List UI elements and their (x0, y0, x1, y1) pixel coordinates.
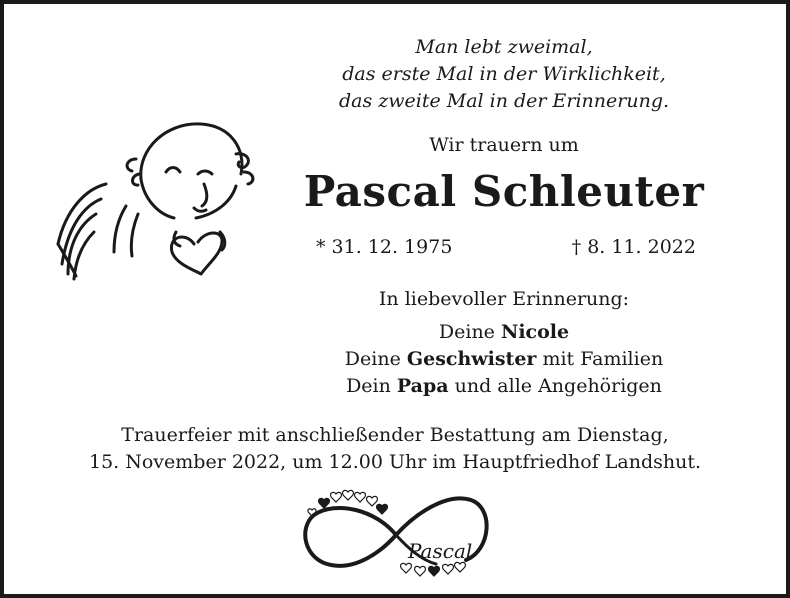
remembrance-heading: In liebevoller Erinnerung: (378, 288, 630, 310)
mourner-name: Nicole (500, 321, 570, 343)
service-line: Trauerfeier mit anschließender Bestattung am Dienstag, (121, 424, 669, 446)
angel-with-heart-icon (46, 114, 266, 299)
funeral-service-info (24, 422, 766, 476)
mourners-list (294, 319, 714, 400)
infinity-hearts-icon (296, 480, 496, 585)
mourning-intro: Wir trauern um (429, 134, 579, 156)
mourner-name: Geschwister (406, 348, 537, 370)
mourner-prefix: Deine (344, 348, 407, 370)
mourner-name: Papa (396, 375, 449, 397)
deceased-name: Pascal Schleuter (303, 167, 705, 216)
mourner-line (294, 346, 714, 373)
service-line: 15. November 2022, um 12.00 Uhr im Hauptfriedhof Landshut. (88, 451, 702, 473)
mourner-prefix: Deine (438, 321, 501, 343)
quote-line: Man lebt zweimal, (415, 36, 593, 58)
quote-line: das erste Mal in der Wirklichkeit, (342, 63, 666, 85)
infinity-signature: Pascal (408, 539, 473, 563)
mourner-suffix: und alle Angehörigen (448, 375, 662, 397)
death-date: † 8. 11. 2022 (571, 236, 696, 258)
memorial-quote (304, 34, 704, 115)
mourner-line (294, 373, 714, 400)
mourner-line (294, 319, 714, 346)
quote-line: das zweite Mal in der Erinnerung. (338, 90, 670, 112)
mourner-suffix: mit Familien (536, 348, 664, 370)
birth-date: * 31. 12. 1975 (316, 236, 453, 258)
mourner-prefix: Dein (346, 375, 397, 397)
